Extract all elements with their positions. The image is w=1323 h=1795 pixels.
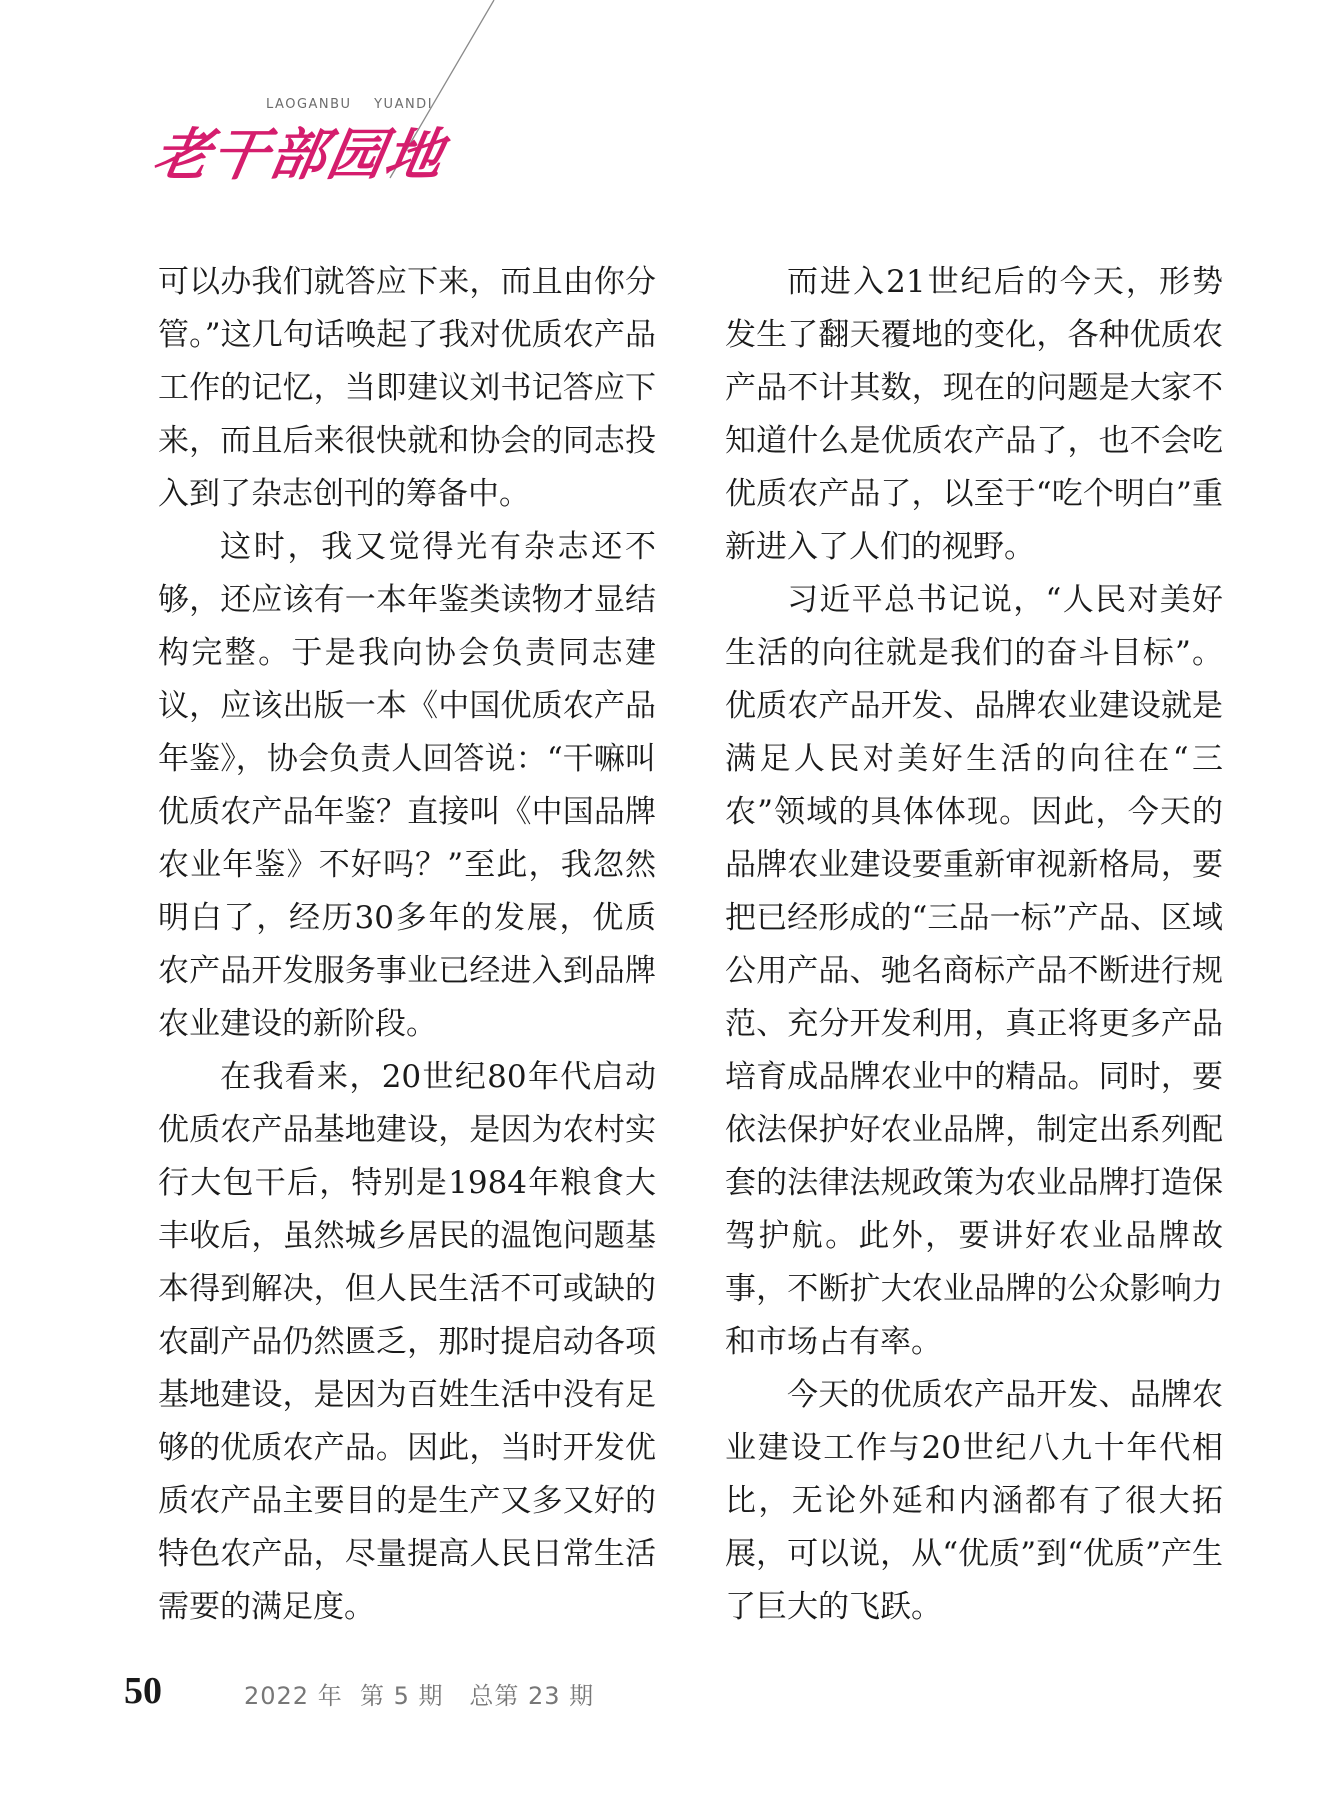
paragraph: 今天的优质农产品开发、品牌农业建设工作与20世纪八九十年代相比，无论外延和内涵都有了很大拓展，可以说，从“优质”到“优质”产生了巨大的飞跃。	[725, 1377, 1223, 1625]
paragraph: 这时，我又觉得光有杂志还不够，还应该有一本年鉴类读物才显结构完整。于是我向协会负责同志建议，应该出版一本《中国优质农产品年鉴》，协会负责人回答说：“干嘛叫优质农产品年鉴？直接叫《中国品牌农业年鉴》不好吗？”至此，我忽然明白了，经历30多年的发展，优质农产品开发服务事业已经进入到品牌农业建设的新阶段。	[158, 529, 656, 1042]
paragraph: 在我看来，20世纪80年代启动优质农产品基地建设，是因为农村实行大包干后，特别是1984年粮食大丰收后，虽然城乡居民的温饱问题基本得到解决，但人民生活不可或缺的农副产品仍然匮乏，那时提启动各项基地建设，是因为百姓生活中没有足够的优质农产品。因此，当时开发优质农产品主要目的是生产又多又好的特色农产品，尽量提高人民日常生活需要的满足度。	[158, 1059, 656, 1625]
magazine-logo: 老干部园地	[148, 122, 450, 188]
left-column	[158, 256, 656, 1634]
issue-info: 2022 年 第 5 期 总第 23 期	[244, 1682, 595, 1710]
paragraph: 习近平总书记说，“人民对美好生活的向往就是我们的奋斗目标”。优质农产品开发、品牌农业建设就是满足人民对美好生活的向往在“三农”领域的具体体现。因此，今天的品牌农业建设要重新审视新格局，要把已经形成的“三品一标”产品、区域公用产品、驰名商标产品不断进行规范、充分开发利用，真正将更多产品培育成品牌农业中的精品。同时，要依法保护好农业品牌，制定出系列配套的法律法规政策为农业品牌打造保驾护航。此外，要讲好农业品牌故事，不断扩大农业品牌的公众影响力和市场占有率。	[725, 582, 1223, 1360]
right-column	[725, 256, 1223, 1634]
header-subtitle-right: YUANDI	[374, 97, 434, 112]
paragraph: 而进入21世纪后的今天，形势发生了翻天覆地的变化，各种优质农产品不计其数，现在的问题是大家不知道什么是优质农产品了，也不会吃优质农产品了，以至于“吃个明白”重新进入了人们的视野。	[725, 264, 1223, 565]
paragraph: 可以办我们就答应下来，而且由你分管。”这几句话唤起了我对优质农产品工作的记忆，当即建议刘书记答应下来，而且后来很快就和协会的同志投入到了杂志创刊的筹备中。	[158, 264, 656, 512]
header-subtitle-left: LAOGANBU	[266, 97, 352, 112]
header-subtitle	[266, 97, 433, 112]
page-number: 50	[124, 1670, 162, 1712]
